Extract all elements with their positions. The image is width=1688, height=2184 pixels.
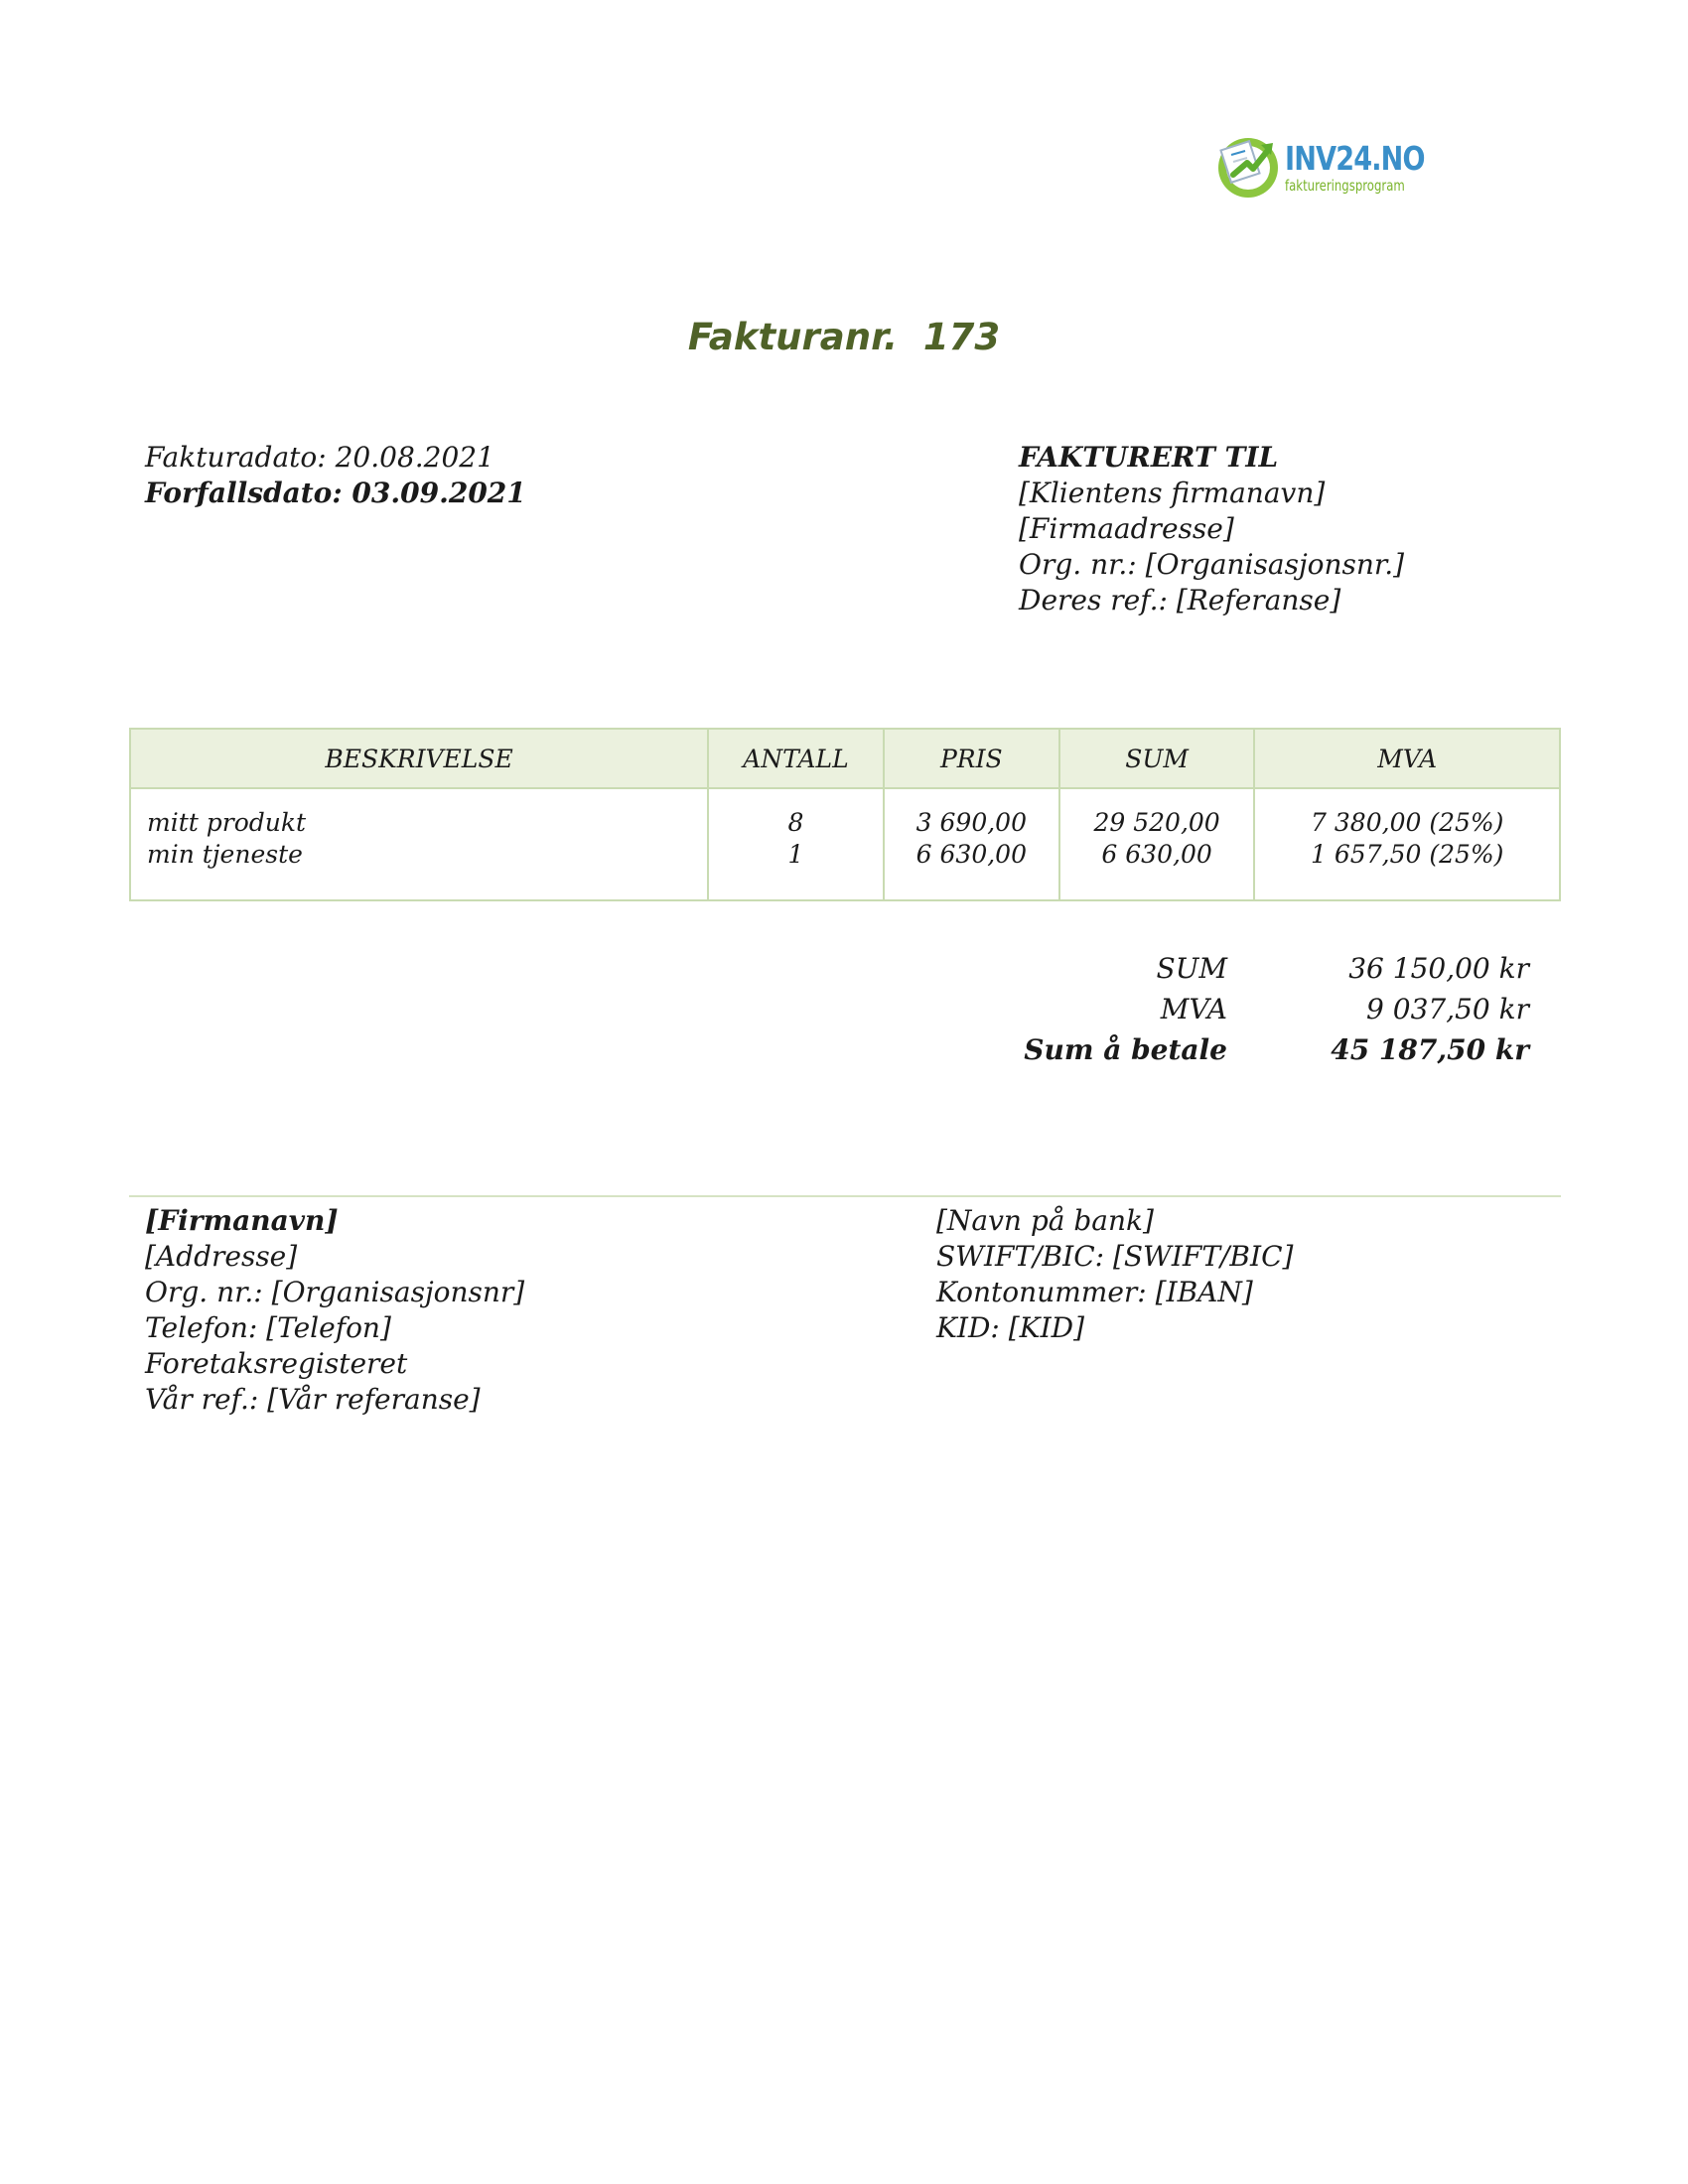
cell-sum: [1059, 788, 1255, 900]
item-sum: 29 520,00: [1093, 808, 1220, 837]
seller-org-nr: Org. nr.: [Organisasjonsnr]: [145, 1276, 525, 1308]
item-description: mitt produkt: [147, 808, 307, 837]
logo-name: INV24.NO: [1285, 139, 1425, 178]
cell-price: [884, 788, 1059, 900]
items-table: [129, 728, 1561, 901]
invoice-number: 173: [922, 316, 1001, 358]
header-sum: SUM: [1059, 729, 1255, 788]
item-price: 3 690,00: [915, 808, 1027, 837]
seller-register: Foretaksregisteret: [145, 1347, 408, 1380]
sum-value: 36 150,00 kr: [1348, 952, 1529, 985]
seller-ref: Vår ref.: [Vår referanse]: [145, 1383, 481, 1416]
seller-address: [Addresse]: [145, 1240, 298, 1273]
cell-vat: [1254, 788, 1560, 900]
totals-vat-row: [993, 989, 1529, 1029]
table-header-row: [130, 729, 1560, 788]
item-vat: 7 380,00 (25%): [1311, 808, 1504, 837]
header-description: BESKRIVELSE: [130, 729, 708, 788]
vat-label: MVA: [1160, 993, 1227, 1025]
bank-name: [Navn på bank]: [936, 1204, 1154, 1237]
footer-divider: [129, 1195, 1561, 1197]
table-row: [130, 788, 1560, 900]
dates-block: [145, 440, 526, 511]
header-price: PRIS: [884, 729, 1059, 788]
logo-subtitle: faktureringsprogram: [1285, 177, 1405, 195]
client-company: [Klientens firmanavn]: [1019, 477, 1326, 509]
sum-label: SUM: [1156, 952, 1227, 985]
client-address: [Firmaadresse]: [1019, 512, 1234, 545]
billed-to-heading: FAKTURERT TIL: [1019, 441, 1279, 474]
total-label: Sum å betale: [1024, 1033, 1227, 1066]
item-qty: 1: [787, 840, 804, 869]
due-date: Forfallsdato: 03.09.2021: [145, 477, 526, 509]
totals-block: [993, 948, 1529, 1070]
bank-swift: SWIFT/BIC: [SWIFT/BIC]: [936, 1240, 1294, 1273]
bank-account: Kontonummer: [IBAN]: [936, 1276, 1253, 1308]
invoice-number-label: Fakturanr.: [687, 316, 899, 358]
totals-sum-row: [993, 948, 1529, 989]
item-vat: 1 657,50 (25%): [1311, 840, 1504, 869]
invoice-date: Fakturadato: 20.08.2021: [145, 441, 494, 474]
vat-value: 9 037,50 kr: [1366, 993, 1529, 1025]
item-price: 6 630,00: [915, 840, 1027, 869]
item-sum: 6 630,00: [1101, 840, 1212, 869]
inv24-logo: [1213, 127, 1432, 201]
total-value: 45 187,50 kr: [1331, 1033, 1529, 1066]
seller-block: [145, 1203, 524, 1418]
billed-to-block: [1019, 440, 1404, 618]
logo-check-icon: [1213, 131, 1283, 201]
cell-description: [130, 788, 708, 900]
cell-qty: [708, 788, 884, 900]
client-ref: Deres ref.: [Referanse]: [1019, 584, 1341, 616]
item-description: min tjeneste: [147, 840, 303, 869]
seller-name: [Firmanavn]: [145, 1204, 339, 1237]
header-vat: MVA: [1254, 729, 1560, 788]
header-qty: ANTALL: [708, 729, 884, 788]
client-org-nr: Org. nr.: [Organisasjonsnr.]: [1019, 548, 1405, 581]
bank-kid: KID: [KID]: [936, 1311, 1085, 1344]
item-qty: 8: [787, 808, 804, 837]
invoice-title: [0, 316, 1688, 358]
totals-total-row: [993, 1029, 1529, 1070]
bank-block: [936, 1203, 1293, 1346]
seller-phone: Telefon: [Telefon]: [145, 1311, 391, 1344]
